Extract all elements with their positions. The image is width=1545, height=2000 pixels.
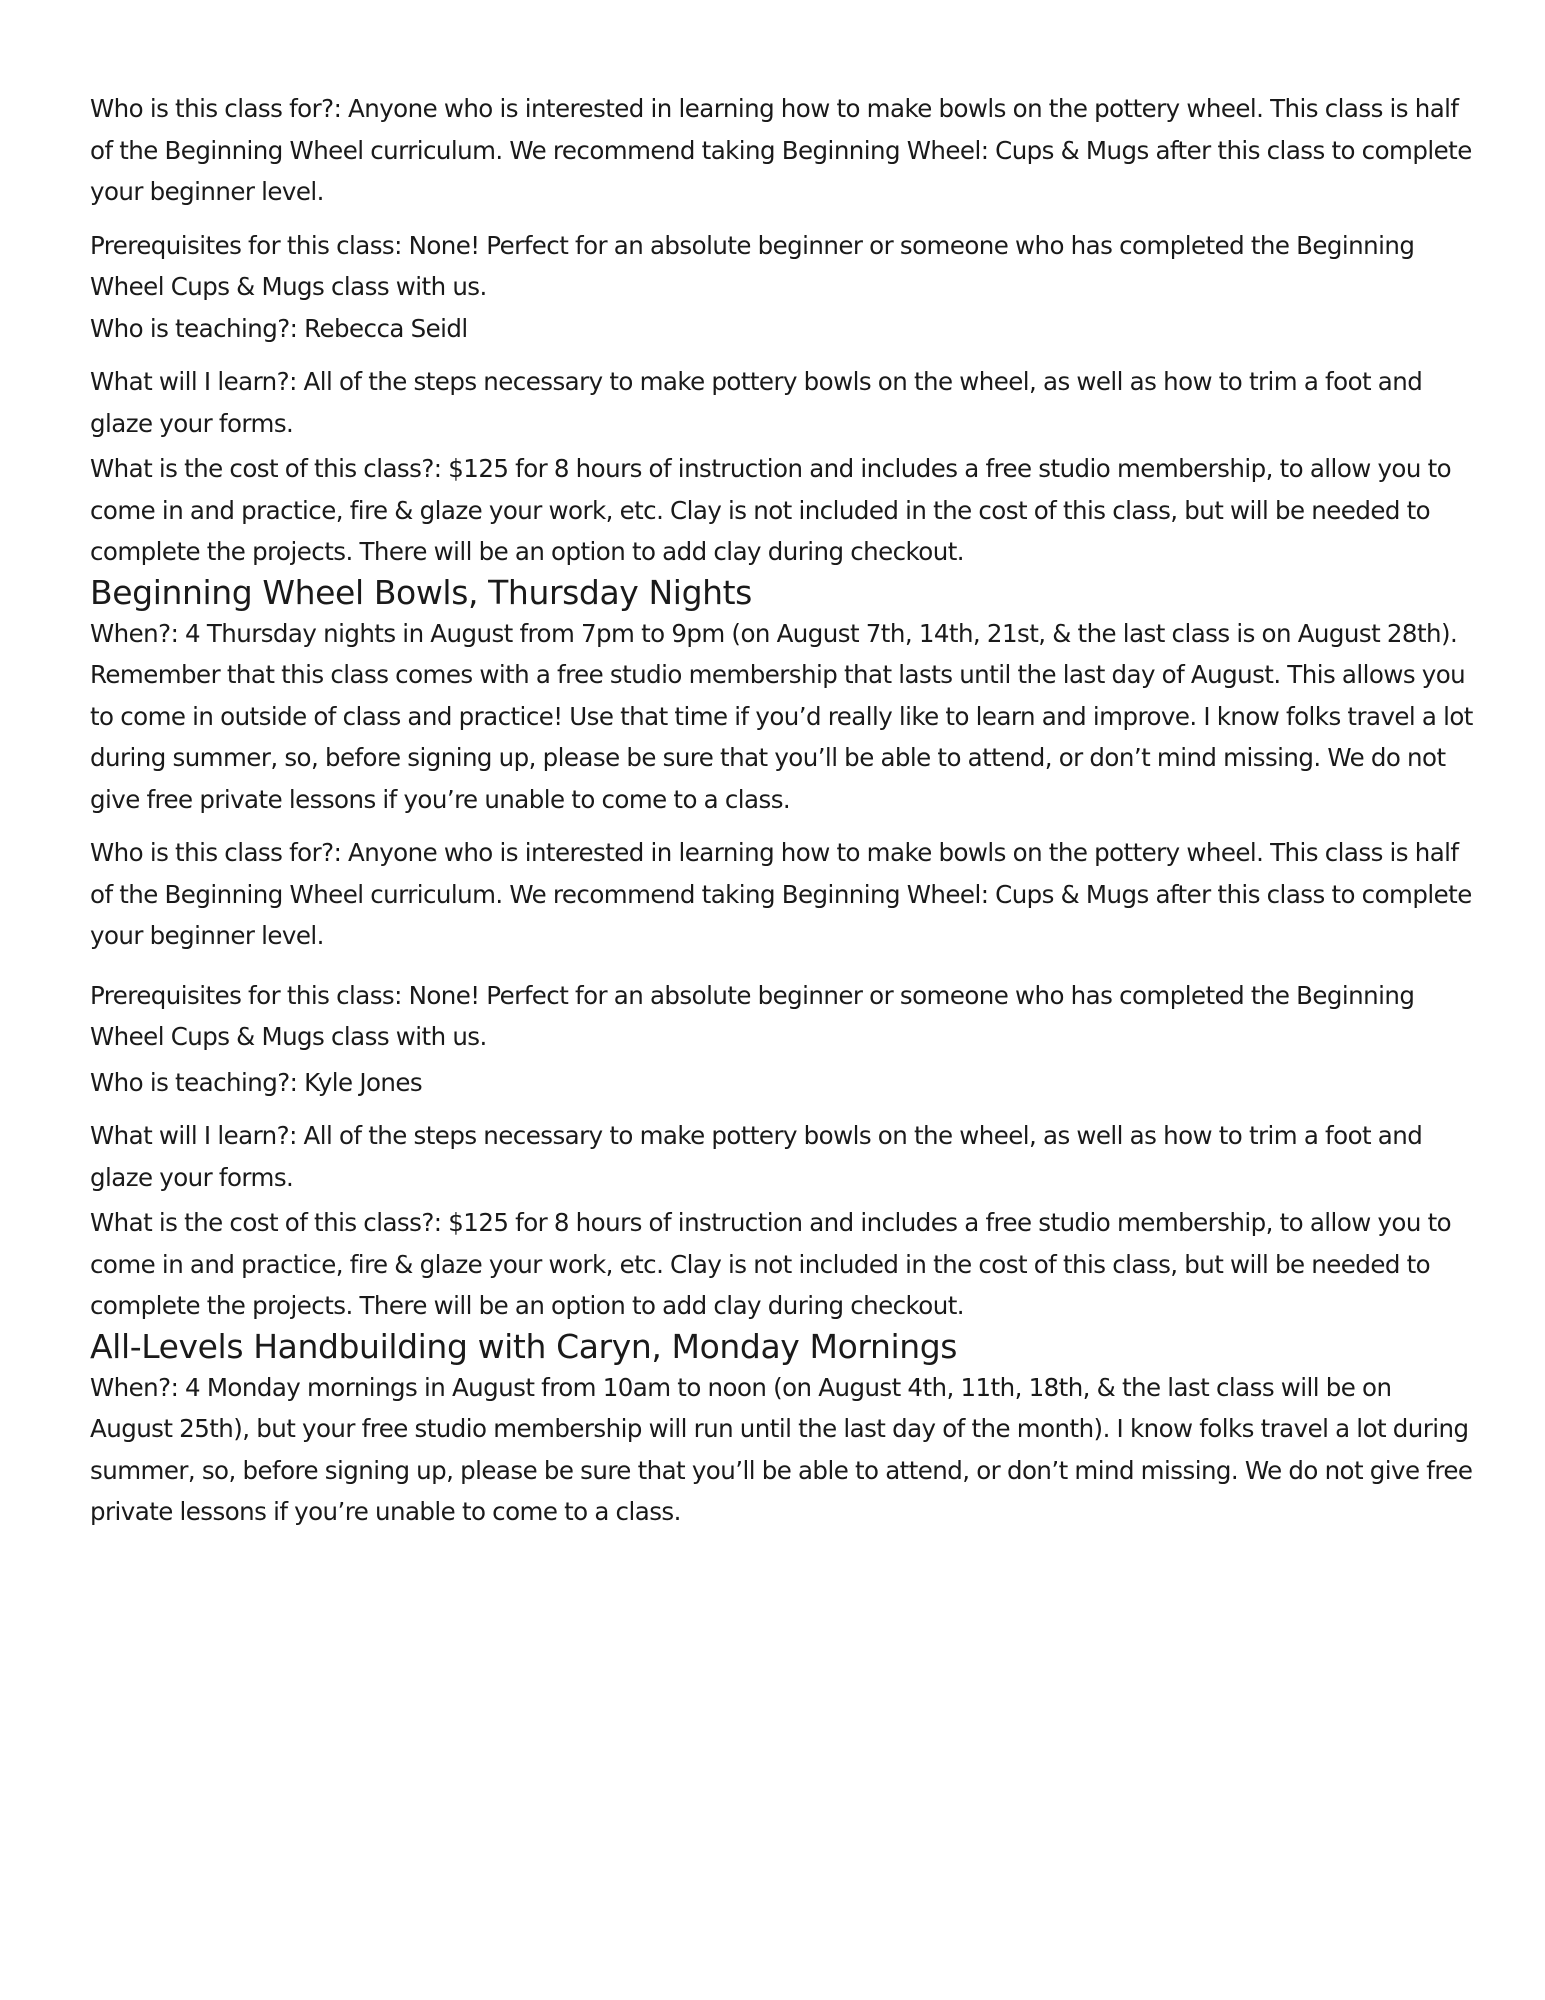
teacher-paragraph: Who is teaching?: Rebecca Seidl [90,313,468,343]
prerequisites-paragraph: Prerequisites for this class: None! Perfect for an absolute beginner or someone who has completed the Beginning Wheel Cups & Mugs class with us. [90,980,1415,1051]
learn-paragraph: What will I learn?: All of the steps necessary to make pottery bowls on the wheel, as well as how to trim a foot and glaze your forms. [90,1121,1423,1192]
prerequisites-paragraph: Prerequisites for this class: None! Perfect for an absolute beginner or someone who has completed the Beginning Wheel Cups & Mugs class with us. [90,230,1415,301]
who-for-paragraph: Who is this class for?: Anyone who is interested in learning how to make bowls on the pottery wheel. This class is half of the Beginning Wheel curriculum. We recommend taking Beginning Wheel: Cups & Mugs after this class to complete your beginner level. [90,94,1472,206]
class-heading-thursday: Beginning Wheel Bowls, Thursday Nights [90,572,752,612]
when-paragraph: When?: 4 Monday mornings in August from 10am to noon (on August 4th, 11th, 18th, & the last class will be on August 25th), but your free studio membership will run until the last day of the month). I know folks travel a lot during summer, so, before signing up, please be sure that you’ll be able to attend, or don’t mind missing. We do not give free private lessons if you’re unable to come to a class. [90,1372,1473,1526]
learn-paragraph: What will I learn?: All of the steps necessary to make pottery bowls on the wheel, as well as how to trim a foot and glaze your forms. [90,367,1423,438]
class-heading-monday: All-Levels Handbuilding with Caryn, Monday Mornings [90,1326,958,1366]
when-paragraph: When?: 4 Thursday nights in August from 7pm to 9pm (on August 7th, 14th, 21st, & the last class is on August 28th). Remember that this class comes with a free studio membership that lasts until the last day of August. This allows you to come in outside of class and practice! Use that time if you’d really like to learn and improve. I know folks travel a lot during summer, so, before signing up, please be sure that you’ll be able to attend, or don’t mind missing. We do not give free private lessons if you’re unable to come to a class. [90,618,1473,814]
document-page [90,88,1475,1533]
cost-paragraph: What is the cost of this class?: $125 for 8 hours of instruction and includes a free studio membership, to allow you to come in and practice, fire & glaze your work, etc. Clay is not included in the cost of this class, but will be needed to complete the projects. There will be an option to add clay during checkout. [90,1208,1452,1320]
teacher-paragraph: Who is teaching?: Kyle Jones [90,1067,423,1097]
who-for-paragraph: Who is this class for?: Anyone who is interested in learning how to make bowls on the pottery wheel. This class is half of the Beginning Wheel curriculum. We recommend taking Beginning Wheel: Cups & Mugs after this class to complete your beginner level. [90,838,1472,950]
cost-paragraph: What is the cost of this class?: $125 for 8 hours of instruction and includes a free studio membership, to allow you to come in and practice, fire & glaze your work, etc. Clay is not included in the cost of this class, but will be needed to complete the projects. There will be an option to add clay during checkout. [90,454,1452,566]
